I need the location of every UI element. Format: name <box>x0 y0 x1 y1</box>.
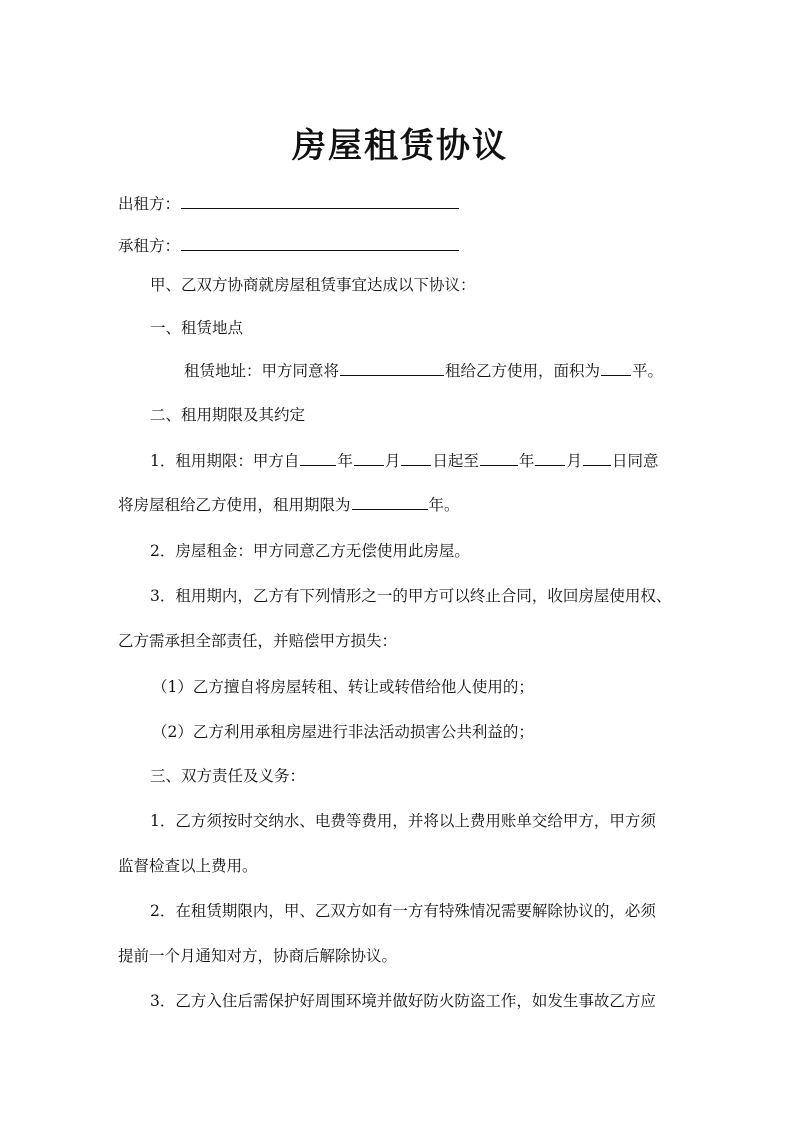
document-title: 房屋租赁协议 <box>292 126 508 166</box>
address-mid: 租给乙方使用，面积为 <box>445 362 601 380</box>
term-line2-pre: 将房屋租给乙方使用，租用期限为 <box>118 496 351 514</box>
item2-line-2: 提前一个月通知对方，协商后解除协议。 <box>118 947 398 965</box>
end-month-label: 月 <box>566 452 582 470</box>
item1-line-1: 1．乙方须按时交纳水、电费等费用，并将以上费用账单交给甲方，甲方须 <box>150 812 656 830</box>
lessor-label: 出租方： <box>118 195 181 213</box>
term-years-blank <box>352 495 428 510</box>
lessee-label: 承租方： <box>118 237 181 255</box>
start-year-label: 年 <box>337 452 353 470</box>
address-pre: 租赁地址：甲方同意将 <box>184 362 340 380</box>
address-blank <box>340 361 444 376</box>
start-day-label: 日起至 <box>432 452 479 470</box>
end-day-label: 日同意 <box>611 452 659 470</box>
address-end: 平。 <box>632 362 664 380</box>
term-line2-end: 年。 <box>428 496 460 514</box>
item3-line-1: 3．乙方入住后需保护好周围环境并做好防火防盗工作，如发生事故乙方应 <box>150 992 656 1010</box>
terminate-line-1: 3．租用期内，乙方有下列情形之一的甲方可以终止合同，收回房屋使用权、 <box>150 587 672 605</box>
start-month-label: 月 <box>384 452 401 470</box>
start-day-blank <box>401 451 431 466</box>
lessee-blank <box>181 236 459 251</box>
section2-heading: 二、租用期限及其约定 <box>150 406 306 424</box>
term-line-1 <box>150 451 658 471</box>
section3-heading: 三、双方责任及义务： <box>150 767 306 785</box>
area-blank <box>601 361 631 376</box>
item2-line-1: 2．在租赁期限内，甲、乙双方如有一方有特殊情况需要解除协议的，必须 <box>150 902 656 920</box>
case-2: （2）乙方利用承租房屋进行非法活动损害公共利益的； <box>152 723 534 741</box>
term-prefix: 1．租用期限：甲方自 <box>150 452 300 470</box>
start-month-blank <box>354 451 384 466</box>
end-day-blank <box>583 451 611 466</box>
terminate-line-2: 乙方需承担全部责任，并赔偿甲方损失： <box>118 632 398 650</box>
item1-line-2: 监督检查以上费用。 <box>118 857 258 875</box>
start-year-blank <box>300 451 336 466</box>
address-line <box>184 361 663 381</box>
section1-heading: 一、租赁地点 <box>150 319 244 337</box>
case-1: （1）乙方擅自将房屋转租、转让或转借给他人使用的； <box>152 678 534 696</box>
lessor-blank <box>181 194 459 209</box>
lessor-line <box>118 194 460 214</box>
end-year-blank <box>480 451 518 466</box>
end-month-blank <box>535 451 565 466</box>
intro-text: 甲、乙双方协商就房屋租赁事宜达成以下协议： <box>150 276 476 294</box>
term-line-2 <box>118 495 460 515</box>
end-year-label: 年 <box>518 452 535 470</box>
rent-text: 2．房屋租金：甲方同意乙方无偿使用此房屋。 <box>150 542 470 560</box>
lessee-line <box>118 236 460 256</box>
